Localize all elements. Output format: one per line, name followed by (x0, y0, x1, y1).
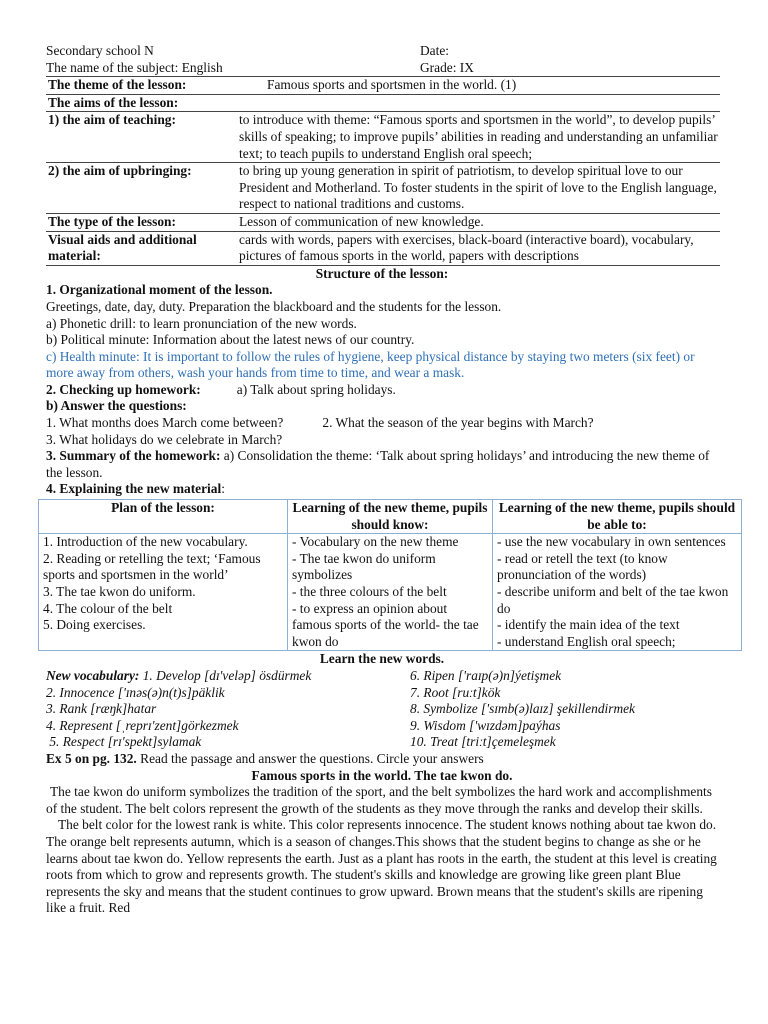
type-value: Lesson of communication of new knowledge. (239, 213, 484, 229)
section-3-line (46, 448, 718, 481)
able-item: - read or retell the text (to know pronunciation of the words) (497, 550, 668, 583)
type-label: The type of the lesson: (48, 213, 176, 229)
exercise-label: Ex 5 on pg. 132. (46, 750, 137, 766)
section-1-title: 1. Organizational moment of the lesson. (46, 282, 273, 298)
know-item: - the three colours of the belt (292, 584, 447, 599)
date-label: Date: (420, 43, 449, 58)
lesson-meta-table (46, 76, 720, 266)
plan-item: 1. Introduction of the new vocabulary. (43, 534, 248, 550)
header-row-1 (46, 43, 718, 60)
question-3: 3. What holidays do we celebrate in March? (46, 431, 283, 447)
vocab-item: 4. Represent [ˌreprɪ'zent]görkezmek (46, 717, 239, 733)
aim-upbringing-label: 2) the aim of upbringing: (48, 163, 192, 179)
aim-upbringing-row (46, 163, 720, 214)
lesson-plan-page (43, 43, 736, 917)
aims-row (46, 94, 720, 112)
plan-item: 3. The tae kwon do uniform. (43, 584, 196, 599)
aids-value: cards with words, papers with exercises, black-board (interactive board), vocabulary, pictures of famous sports in the world, papers with descriptions (239, 231, 694, 264)
plan-header-2: Learning of the new theme, pupils should know: (288, 500, 493, 534)
aim-teaching-row (46, 112, 720, 163)
vocab-item (46, 668, 410, 685)
vocab-item: 9. Wisdom ['wɪzdəm]paýhas (410, 717, 561, 733)
plan-col-2 (288, 534, 493, 651)
question-2: 2. What the season of the year begins with March? (322, 415, 594, 431)
section-3-title: 3. Summary of the homework: (46, 448, 221, 464)
plan-table (38, 499, 742, 651)
know-item: - to express an opinion about famous sports of the world- the tae kwon do (292, 600, 479, 649)
able-item: - use the new vocabulary in own sentences (497, 534, 726, 550)
questions-line-1 (46, 415, 718, 432)
passage-paragraph-2: The belt color for the lowest rank is white. This color represents innocence. The student knows nothing about tae kwon do. The orange belt represents autumn, which is a season of changes.This shows that the student begins to change as she or he learns about tae kwon do. Yellow represents the earth. Just as a plant has roots in the earth, the student at this level is creating roots from which to grow and represents growth. The student's skills and knowledge are growing like green plant Blue represents the sky and means that the student continues to grow upward. Brown means that the student's skills are ripening like a fruit. Red (46, 817, 717, 916)
grade-label: Grade: IX (420, 59, 474, 75)
type-row (46, 213, 720, 231)
vocab-item: 7. Root [ruːt]kök (410, 684, 501, 700)
know-item: - The tae kwon do uniform symbolizes (292, 550, 436, 583)
question-1: 1. What months does March come between? (46, 415, 284, 431)
plan-body-row (39, 534, 742, 651)
aids-label: Visual aids and additional material: (48, 231, 197, 264)
section-4-title: 4. Explaining the new material (46, 481, 222, 497)
vocab-item: 10. Treat [triːt]çemeleşmek (410, 734, 556, 750)
plan-header-3: Learning of the new theme, pupils should be able to: (493, 500, 742, 534)
section-2-line (46, 382, 718, 399)
aim-teaching-label: 1) the aim of teaching: (48, 112, 176, 128)
vocab-title: Learn the new words. (319, 651, 445, 667)
vocab-item: 3. Rank [ræŋk]hatar (46, 701, 157, 717)
aids-row (46, 231, 720, 265)
header-row-2 (46, 60, 718, 77)
vocab-item: 2. Innocence ['ɪnəs(ə)n(t)s]päklik (46, 684, 225, 700)
section-4-line (46, 481, 718, 498)
plan-col-1 (39, 534, 288, 651)
section-1-text: Greetings, date, day, duty. Preparation the blackboard and the students for the lesson. (46, 298, 502, 314)
exercise-line (46, 751, 718, 768)
vocab-word: 1. Develop [dɪ'veləp] ösdürmek (142, 667, 312, 683)
answer-questions-title: b) Answer the questions: (46, 398, 187, 414)
aim-teaching-value: to introduce with theme: “Famous sports and sportsmen in the world”, to develop pupils’ skills of speaking; to improve pupils’ abilities in reading and understanding an unfamiliar text; to teach pupils to understand English oral speech; (239, 112, 718, 161)
theme-label: The theme of the lesson: (48, 77, 187, 93)
theme-row (46, 77, 720, 95)
vocab-label: New vocabulary: (46, 667, 140, 683)
able-item: - describe uniform and belt of the tae kwon do (497, 584, 729, 616)
passage-title: Famous sports in the world. The tae kwon do. (251, 767, 513, 783)
section-2-title: 2. Checking up homework: (46, 381, 201, 397)
vocab-item: 5. Respect [rɪ'spekt]sylamak (46, 734, 202, 750)
subject-name: The name of the subject: English (46, 59, 223, 75)
school-name: Secondary school N (46, 43, 154, 58)
health-minute: c) Health minute: It is important to follow the rules of hygiene, keep physical distance by staying two meters (six feet) or more away from others, wash your hands from time to time, and wear a mask. (46, 348, 695, 381)
vocab-item: 6. Ripen ['raɪp(ə)n]ýetişmek (410, 667, 562, 683)
able-item: - identify the main idea of the text (497, 617, 680, 633)
plan-item: 2. Reading or retelling the text; ‘Famous sports and sportsmen in the world’ (43, 550, 261, 583)
section-2-a: a) Talk about spring holidays. (236, 381, 396, 397)
vocab-grid (46, 668, 718, 751)
plan-col-3 (493, 534, 742, 651)
aim-upbringing-value: to bring up young generation in spirit of patriotism, to develop spiritual love to our President and Motherland. To foster students in the spirit of love to the English language, respect to national traditions and customs. (239, 163, 717, 212)
exercise-instruction: Read the passage and answer the questions. Circle your answers (140, 750, 484, 766)
plan-header-row (39, 500, 742, 534)
political-minute: b) Political minute: Information about the latest news of our country. (46, 332, 415, 348)
able-item: - understand English oral speech; (497, 633, 676, 649)
section-3-text: a) Consolidation the theme: ‘Talk about spring holidays’ and introducing the new theme of the lesson. (46, 448, 710, 480)
structure-title: Structure of the lesson: (315, 265, 449, 281)
theme-value: Famous sports and sportsmen in the world. (1) (267, 77, 517, 93)
passage-paragraph-1: The tae kwon do uniform symbolizes the tradition of the sport, and the belt symbolizes the hard work and accomplishments of the student. The belt colors represent the growth of the students as they move through the ranks and develop their skills. (46, 784, 712, 816)
vocab-item: 8. Symbolize ['sɪmb(ə)laɪz] şekillendirmek (410, 701, 636, 717)
plan-item: 5. Doing exercises. (43, 617, 146, 633)
phonetic-drill: a) Phonetic drill: to learn pronunciation of the new words. (46, 315, 357, 331)
aims-label: The aims of the lesson: (48, 94, 179, 110)
know-item: - Vocabulary on the new theme (292, 534, 459, 550)
section-4-colon: : (221, 481, 225, 497)
plan-item: 4. The colour of the belt (43, 600, 173, 616)
plan-header-1: Plan of the lesson: (39, 500, 288, 534)
